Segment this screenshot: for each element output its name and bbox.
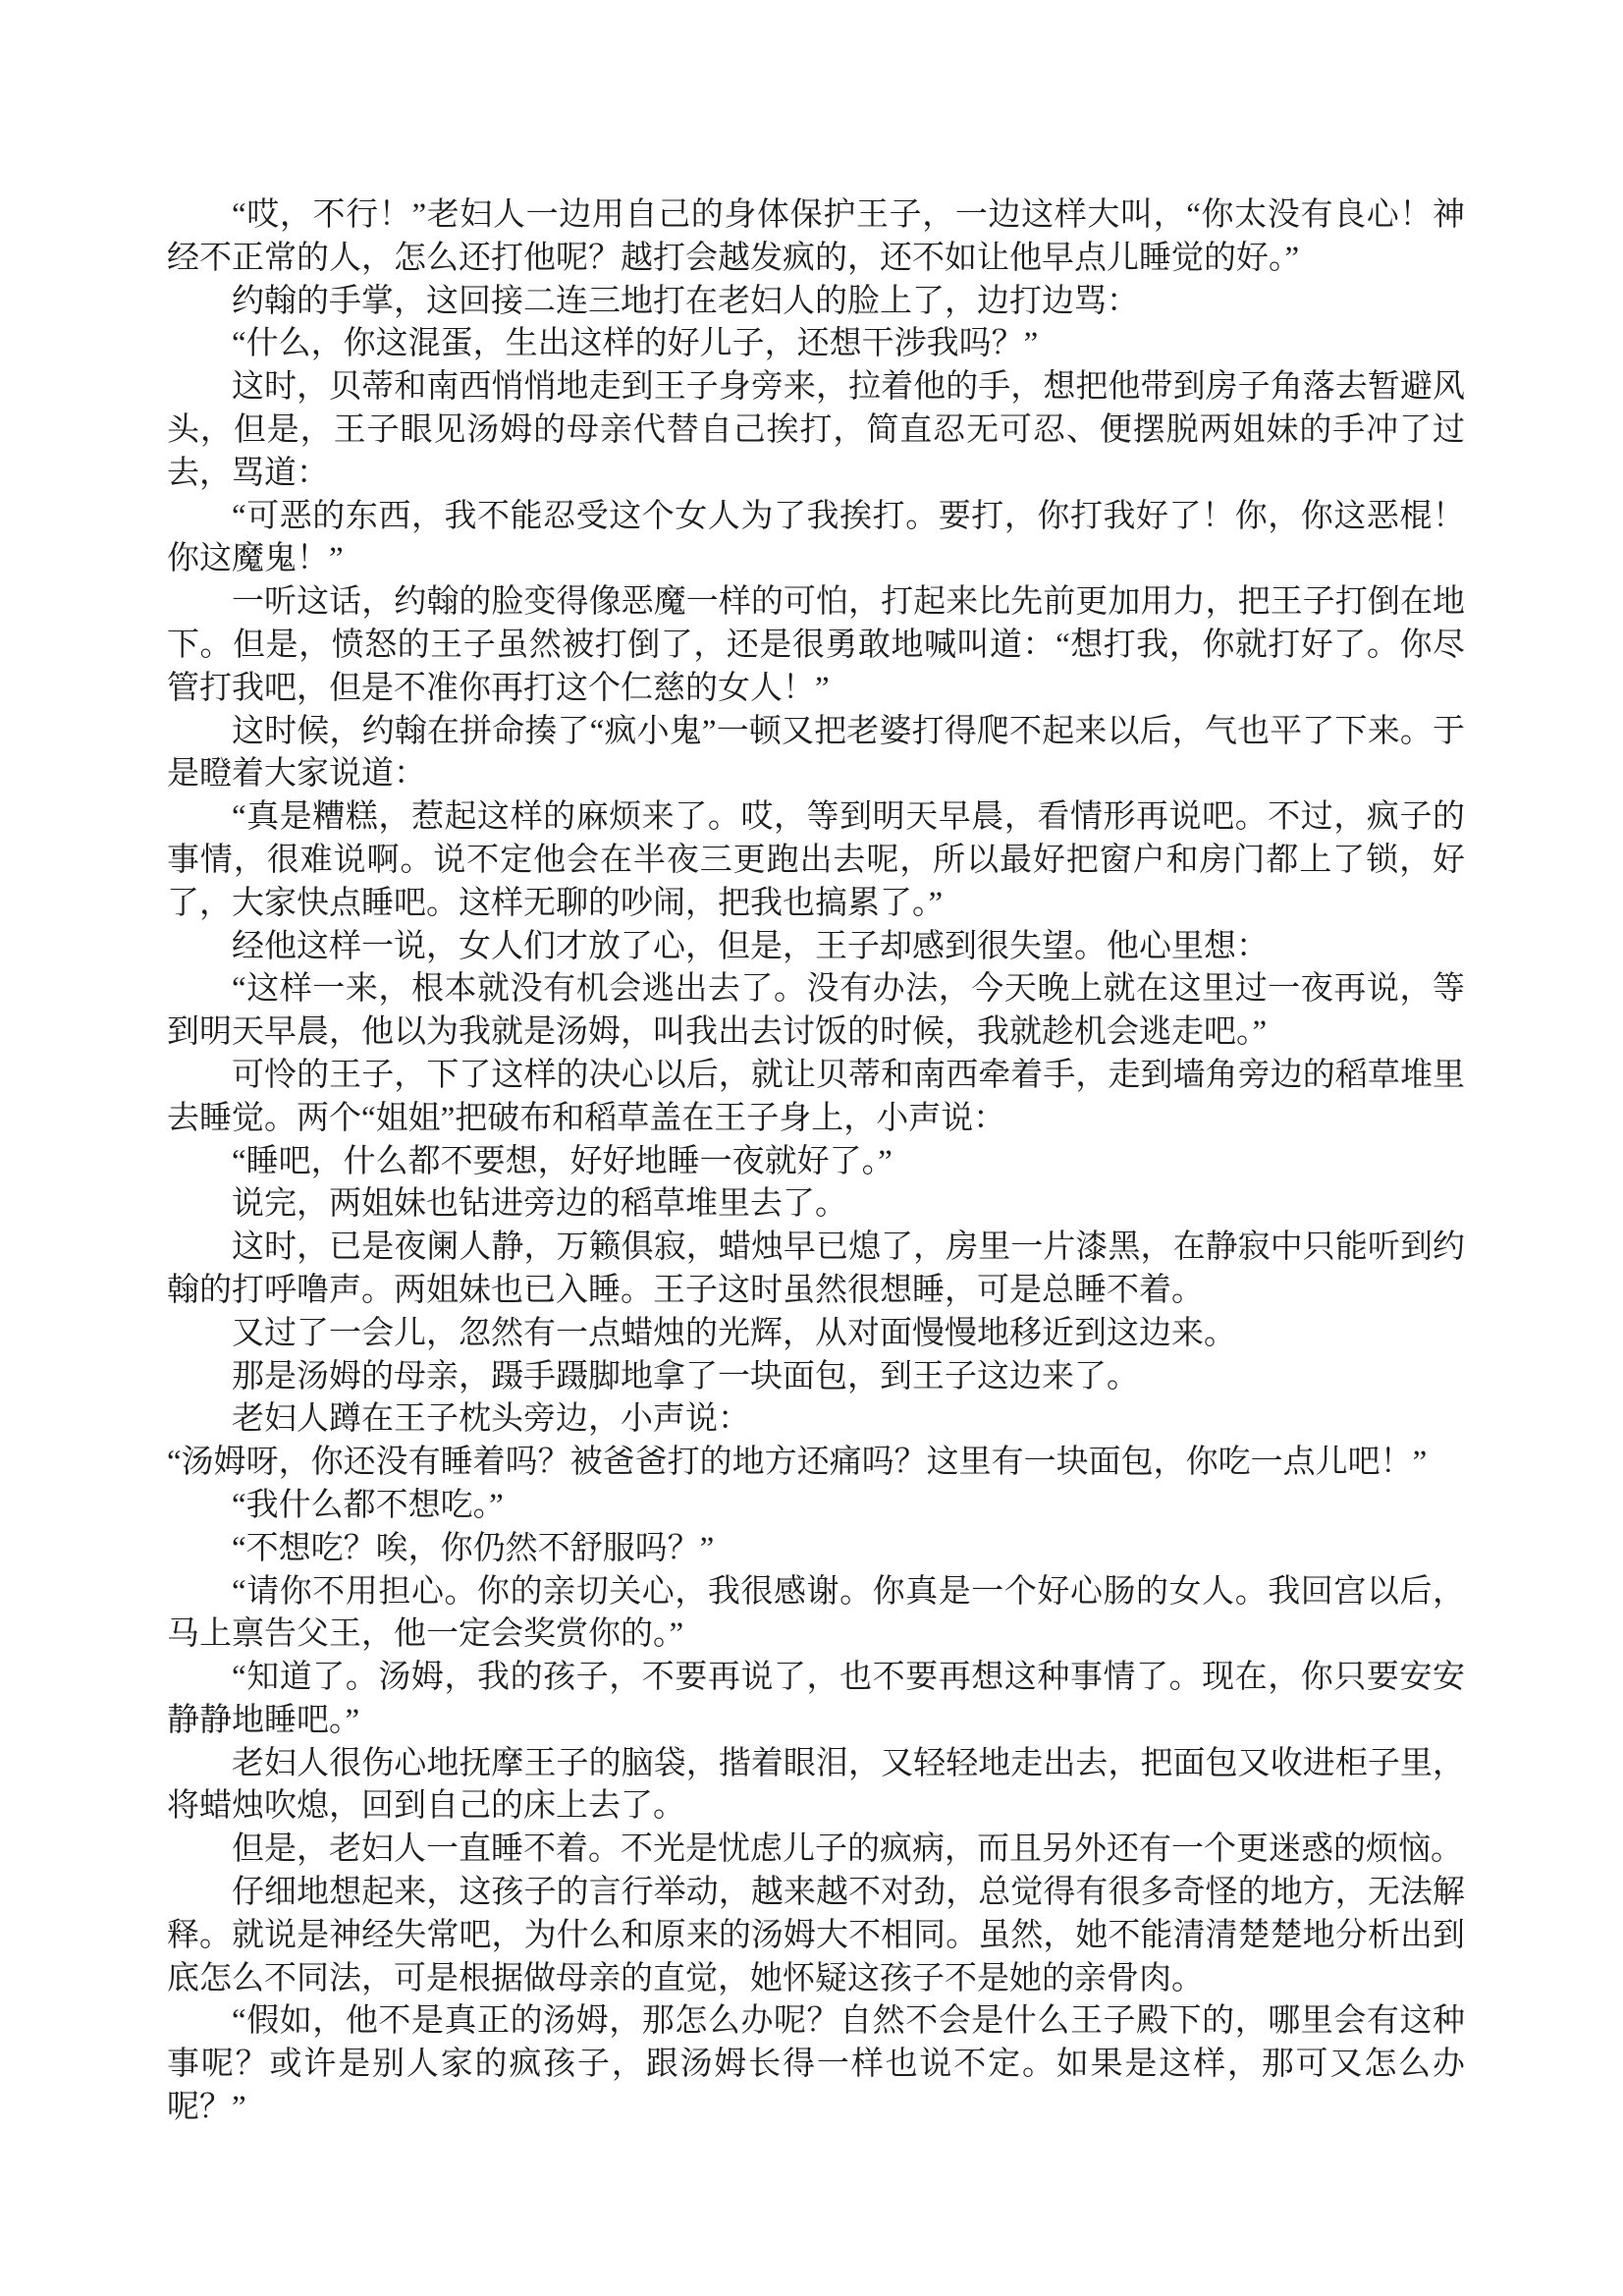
paragraph: 说完，两姐妹也钻进旁边的稻草堆里去了。	[232, 1186, 847, 1223]
paragraph: “假如，他不是真正的汤姆，那怎么办呢？自然不会是什么王子殿下的，哪里会有这种事呢？或许是别人家的疯孩子，跟汤姆长得一样也说不定。如果是这样，那可又怎么办呢？”	[167, 2003, 1465, 2126]
paragraph: “我什么都不想吃。”	[232, 1487, 504, 1523]
paragraph: 老妇人很伤心地抚摩王子的脑袋，揩着眼泪，又轻轻地走出去，把面包又收进柜子里，将蜡烛吹熄，回到自己的床上去了。	[167, 1745, 1465, 1825]
paragraph: “可恶的东西，我不能忍受这个女人为了我挨打。要打，你打我好了！你，你这恶棍！你这魔鬼！”	[167, 498, 1465, 577]
paragraph: “汤姆呀，你还没有睡着吗？被爸爸打的地方还痛吗？这里有一块面包，你吃一点儿吧！”	[167, 1445, 1428, 1481]
paragraph: “不想吃？唉，你仍然不舒服吗？”	[232, 1530, 715, 1566]
paragraph: 老妇人蹲在王子枕头旁边，小声说：	[232, 1401, 750, 1438]
paragraph: 仔细地想起来，这孩子的言行举动，越来越不对劲，总觉得有很多奇怪的地方，无法解释。就说是神经失常吧，为什么和原来的汤姆大不相同。虽然，她不能清清楚楚地分析出到底怎么不同法，可是根据做母亲的直觉，她怀疑这孩子不是她的亲骨肉。	[167, 1875, 1465, 1996]
paragraph: 可怜的王子，下了这样的决心以后，就让贝蒂和南西牵着手，走到墙角旁边的稻草堆里去睡觉。两个“姐姐”把破布和稻草盖在王子身上，小声说：	[167, 1057, 1465, 1136]
paragraph: 但是，老妇人一直睡不着。不光是忧虑儿子的疯病，而且另外还有一个更迷惑的烦恼。	[232, 1831, 1463, 1868]
paragraph: 又过了一会儿，忽然有一点蜡烛的光辉，从对面慢慢地移近到这边来。	[232, 1315, 1236, 1351]
paragraph: “什么，你这混蛋，生出这样的好儿子，还想干涉我吗？”	[232, 326, 1039, 362]
paragraph: 这时，贝蒂和南西悄悄地走到王子身旁来，拉着他的手，想把他带到房子角落去暂避风头，但是，王子眼见汤姆的母亲代替自己挨打，简直忍无可忍、便摆脱两姐妹的手冲了过去，骂道：	[167, 369, 1465, 491]
paragraph: “请你不用担心。你的亲切关心，我很感谢。你真是一个好心肠的女人。我回宫以后，马上禀告父王，他一定会奖赏你的。”	[167, 1573, 1465, 1653]
paragraph: “睡吧，什么都不要想，好好地睡一夜就好了。”	[232, 1143, 893, 1179]
paragraph: “哎，不行！”老妇人一边用自己的身体保护王子，一边这样大叫，“你太没有良心！神经不正常的人，怎么还打他呢？越打会越发疯的，还不如让他早点儿睡觉的好。”	[167, 197, 1465, 276]
paragraph: “知道了。汤姆，我的孩子，不要再说了，也不要再想这种事情了。现在，你只要安安静静地睡吧。”	[167, 1660, 1465, 1738]
paragraph: 约翰的手掌，这回接二连三地打在老妇人的脸上了，边打边骂：	[232, 283, 1139, 319]
paragraph: “真是糟糕，惹起这样的麻烦来了。哎，等到明天早晨，看情形再说吧。不过，疯子的事情，很难说啊。说不定他会在半夜三更跑出去呢，所以最好把窗户和房门都上了锁，好了，大家快点睡吧。这样无聊的吵闹，把我也搞累了。”	[167, 799, 1465, 921]
paragraph: 一听这话，约翰的脸变得像恶魔一样的可怕，打起来比先前更加用力，把王子打倒在地下。但是，愤怒的王子虽然被打倒了，还是很勇敢地喊叫道：“想打我，你就打好了。你尽管打我吧，但是不准你再打这个仁慈的女人！”	[167, 584, 1465, 706]
body-text	[167, 194, 1465, 2130]
paragraph: “这样一来，根本就没有机会逃出去了。没有办法，今天晚上就在这里过一夜再说，等到明天早晨，他以为我就是汤姆，叫我出去讨饭的时候，我就趁机会逃走吧。”	[167, 971, 1465, 1051]
paragraph: 这时，已是夜阑人静，万籁俱寂，蜡烛早已熄了，房里一片漆黑，在静寂中只能听到约翰的打呼噜声。两姐妹也已入睡。王子这时虽然很想睡，可是总睡不着。	[167, 1230, 1465, 1308]
paragraph: 这时候，约翰在拼命揍了“疯小鬼”一顿又把老婆打得爬不起来以后，气也平了下来。于是瞪着大家说道：	[167, 713, 1465, 793]
paragraph: 经他这样一说，女人们才放了心，但是，王子却感到很失望。他心里想：	[232, 928, 1269, 964]
paragraph: 那是汤姆的母亲，蹑手蹑脚地拿了一块面包，到王子这边来了。	[232, 1358, 1139, 1394]
